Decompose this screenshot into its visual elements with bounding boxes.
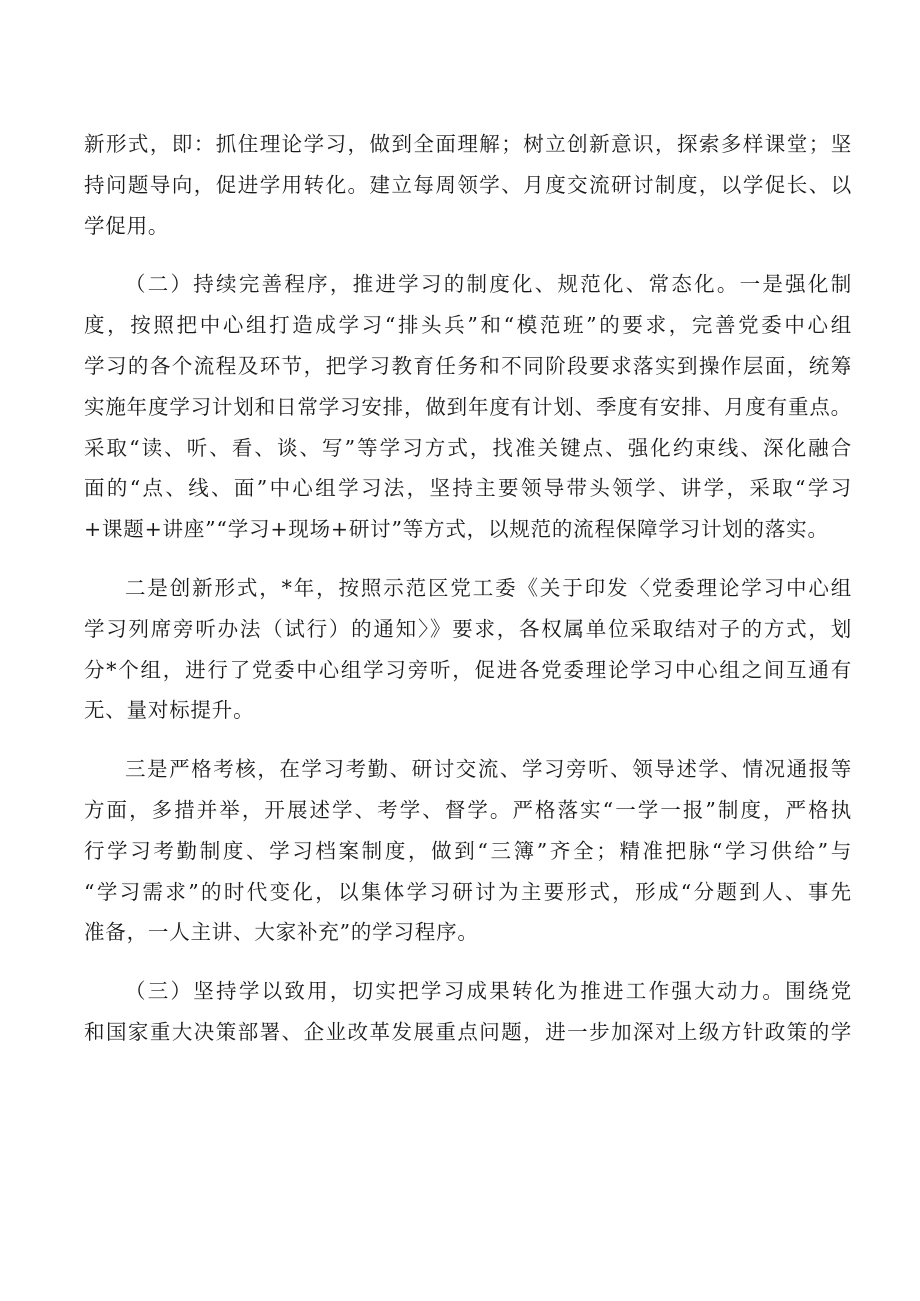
- paragraph-2: [84, 264, 852, 550]
- text-line: 学习的各个流程及环节，把学习教育任务和不同阶段要求落实到操作层面，统筹: [84, 353, 852, 378]
- text-line: 三是严格考核，在学习考勤、研讨交流、学习旁听、领导述学、情况通报等: [125, 757, 852, 782]
- text-line: 行学习考勤制度、学习档案制度，做到“三簿”齐全；精准把脉“学习供给”与: [84, 838, 852, 863]
- paragraph-3: [84, 568, 852, 731]
- text-line: 采取“读、听、看、谈、写”等学习方式，找准关键点、强化约束线、深化融合: [84, 435, 852, 460]
- text-line: 学促用。: [84, 213, 170, 238]
- text-line: 度，按照把中心组打造成学习“排头兵”和“模范班”的要求，完善党委中心组: [84, 313, 852, 338]
- text-line: 二是创新形式，*年，按照示范区党工委《关于印发〈党委理论学习中心组: [125, 575, 852, 600]
- text-line: 准备，一人主讲、大家补充”的学习程序。: [84, 920, 479, 945]
- text-line: +课题+讲座”“学习+现场+研讨”等方式，以规范的流程保障学习计划的落实。: [84, 517, 829, 542]
- text-line: 持问题导向，促进学用转化。建立每周领学、月度交流研讨制度，以学促长、以: [84, 172, 852, 197]
- text-line: 实施年度学习计划和日常学习安排，做到年度有计划、季度有安排、月度有重点。: [84, 394, 852, 419]
- text-line: 新形式，即：抓住理论学习，做到全面理解；树立创新意识，探索多样课堂；坚: [84, 132, 852, 156]
- text-line: 和国家重大决策部署、企业改革发展重点问题，进一步加深对上级方针政策的学: [84, 1019, 852, 1044]
- text-line: 面的“点、线、面”中心组学习法，坚持主要领导带头领学、讲学，采取“学习: [84, 476, 852, 501]
- text-line: 无、量对标提升。: [84, 698, 255, 723]
- text-line: 方面，多措并举，开展述学、考学、督学。严格落实“一学一报”制度，严格执: [84, 797, 852, 822]
- paragraph-1: [84, 124, 852, 246]
- text-line: （二）持续完善程序，推进学习的制度化、规范化、常态化。一是强化制: [125, 272, 852, 297]
- document-body: [84, 124, 852, 1053]
- text-line: “学习需求”的时代变化，以集体学习研讨为主要形式，形成“分题到人、事先: [84, 879, 852, 904]
- paragraph-4: [84, 749, 852, 953]
- paragraph-5: [84, 971, 852, 1053]
- text-line: （三）坚持学以致用，切实把学习成果转化为推进工作强大动力。围绕党: [125, 979, 852, 1004]
- text-line: 学习列席旁听办法（试行）的通知〉》要求，各权属单位采取结对子的方式，划: [84, 616, 852, 641]
- text-line: 分*个组，进行了党委中心组学习旁听，促进各党委理论学习中心组之间互通有: [84, 657, 852, 682]
